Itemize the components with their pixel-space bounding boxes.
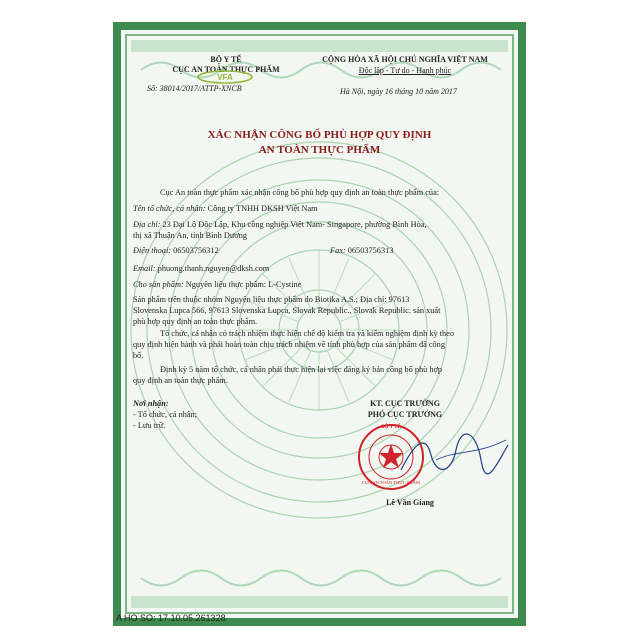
- responsibility-line-3: bố.: [133, 351, 144, 360]
- origin-line-2: Slovenska Lupca 566, 97613 Slovenska Lupca, Slovak Republic., Slovak Republic. sản xuất: [133, 306, 441, 315]
- phone-value: 06503756312: [173, 246, 219, 255]
- email-label: Email:: [133, 264, 156, 273]
- origin-line-3: phù hợp quy định an toàn thực phẩm.: [133, 317, 258, 326]
- fax-value: 06503756313: [347, 246, 394, 255]
- recipient-item: - Lưu trữ.: [133, 421, 166, 430]
- org-value: Công ty TNHH DKSH Việt Nam: [207, 204, 318, 213]
- document-title-line1: XÁC NHẬN CÔNG BỐ PHÙ HỢP QUY ĐỊNH: [207, 129, 432, 141]
- place-date: Hà Nội, ngày 16 tháng 10 năm 2017: [340, 87, 457, 96]
- fax-row: [330, 245, 393, 256]
- signer-role-1: KT. CỤC TRƯỞNG: [370, 399, 440, 408]
- email-value: phuong.thanh.nguyen@dksh.com: [157, 264, 270, 273]
- recipient-item: - Tổ chức, cá nhân;: [133, 410, 198, 419]
- signer-name: Lê Văn Giang: [386, 498, 434, 507]
- address-label: Địa chỉ:: [133, 220, 161, 229]
- svg-text:VFA: VFA: [217, 73, 233, 82]
- dossier-code: A HO SO: 17.10.05.261328: [116, 613, 226, 623]
- product-value: Nguyên liệu thực phẩm: L-Cystine: [185, 280, 302, 289]
- responsibility-line-2: quy định hiện hành và phải hoàn toàn chịu trách nhiệm về tính phù hợp của sản phẩm đã công: [133, 340, 445, 349]
- period-line-1: Định kỳ 5 năm tổ chức, cá nhân phải thực hiện lại việc đăng ký bản công bố phù hợp: [160, 365, 443, 374]
- country-name: CỘNG HÒA XÃ HỘI CHỦ NGHĨA VIỆT NAM: [322, 55, 488, 64]
- document-title-line2: AN TOÀN THỰC PHẨM: [258, 144, 381, 156]
- vfa-logo-icon: [196, 70, 254, 84]
- recipients-label: Nơi nhận:: [133, 399, 169, 408]
- intro-text: Cục An toàn thực phẩm xác nhận công bố phù hợp quy định an toàn thực phẩm của:: [160, 188, 440, 197]
- document-number: Số: 38014/2017/ATTP-XNCB: [147, 84, 242, 93]
- signer-role-2: PHÓ CỤC TRƯỞNG: [367, 410, 443, 419]
- origin-line-1: Sản phẩm trên thuộc nhóm Nguyên liệu thực phẩm do Biotika A.S.; Địa chỉ: 97613: [133, 295, 410, 304]
- email-row: [133, 263, 269, 274]
- seal-ring-text: CỤC AN TOÀN THỰC PHẨM: [362, 480, 420, 485]
- handwritten-signature-icon: [396, 430, 511, 480]
- phone-row: [133, 245, 219, 256]
- national-motto: Độc lập - Tự do - Hạnh phúc: [358, 66, 452, 75]
- ministry-name: BỘ Y TẾ: [210, 55, 242, 64]
- product-row: [133, 279, 301, 290]
- period-line-2: quy định an toàn thực phẩm.: [133, 376, 228, 385]
- fax-label: Fax:: [330, 246, 346, 255]
- address-row: [133, 219, 427, 230]
- org-label: Tên tổ chức, cá nhân:: [133, 204, 206, 213]
- address-value: 23 Đại Lộ Độc Lập, Khu công nghiệp Việt Nam- Singapore, phường Bình Hòa,: [162, 220, 427, 229]
- phone-label: Điện thoại:: [133, 246, 172, 255]
- product-label: Cho sản phẩm:: [133, 280, 184, 289]
- seal-top-text: BỘ Y TẾ: [381, 425, 401, 430]
- address-value-line2: thị xã Thuận An, tỉnh Bình Dương: [133, 231, 248, 240]
- department-name: CỤC AN TOÀN THỰC PHẨM: [172, 65, 280, 74]
- org-row: [133, 203, 318, 214]
- responsibility-line-1: Tổ chức, cá nhân có trách nhiệm thực hiện chế độ kiểm tra và kiểm nghiệm định kỳ theo: [160, 329, 454, 338]
